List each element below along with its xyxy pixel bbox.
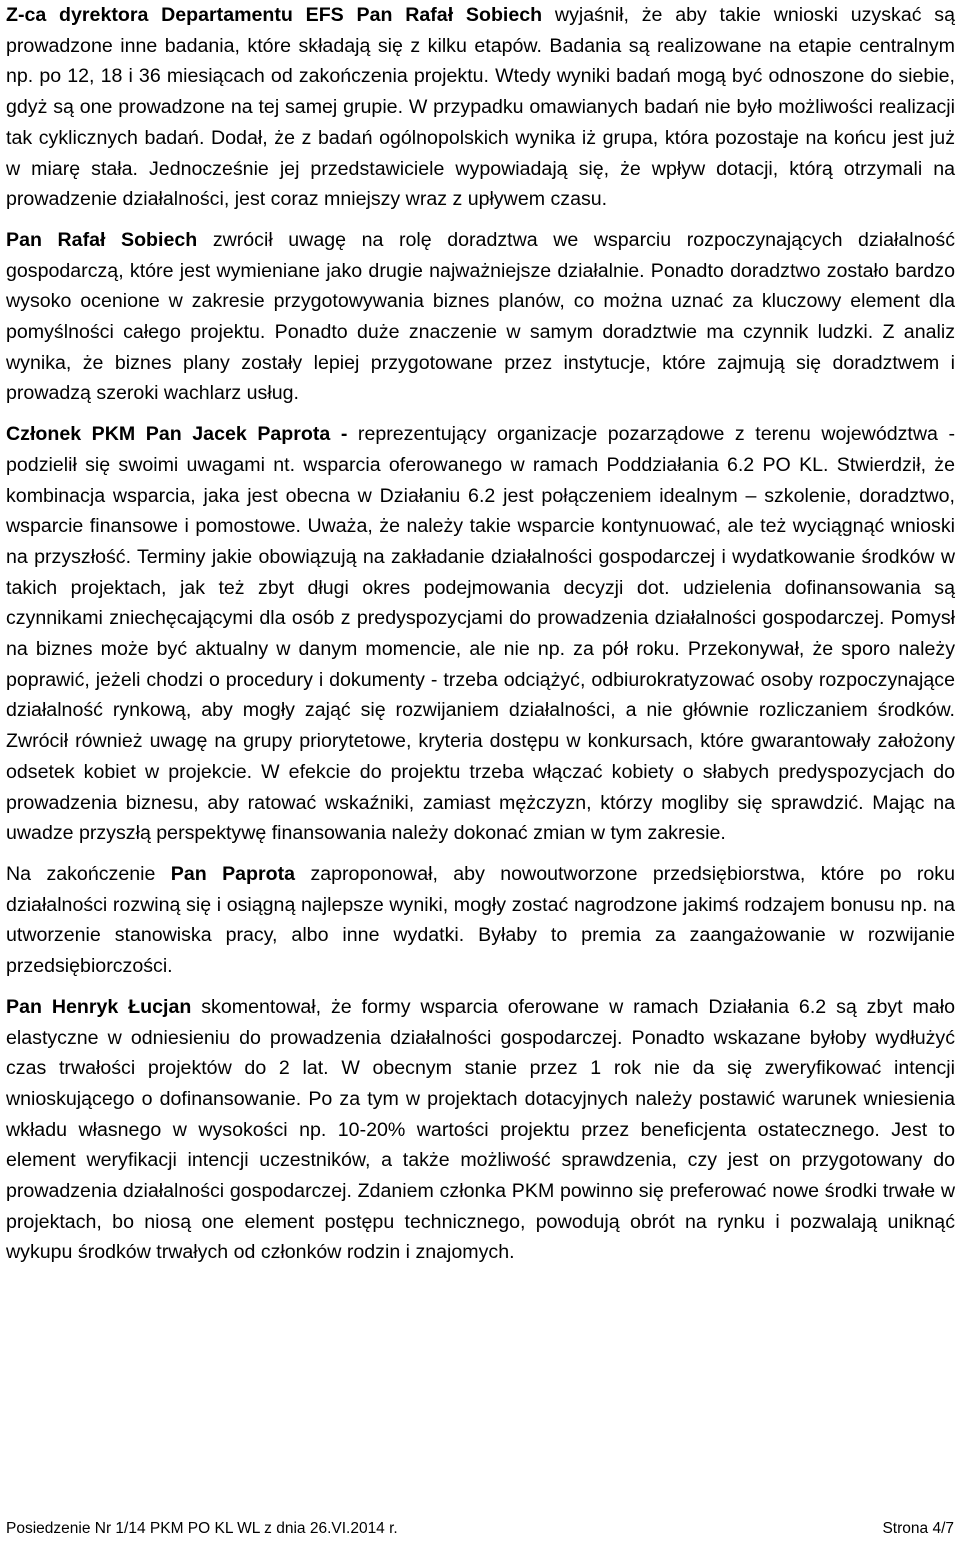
paragraph-text: zaproponował, aby nowoutworzone przedsiębiorstwa, które po roku działalności rozwiną się i osiągną najlepsze wyniki, mogły zostać nagrodzone jakimś rodzajem bonusu np. na utworzenie stanowiska pracy, albo inne wydatki. Byłaby to premia za zaangażowanie w rozwijanie przedsiębiorczości. [6,862,955,978]
speaker-name: Z-ca dyrektora Departamentu EFS Pan Rafał Sobiech [6,4,543,26]
paragraph-text: reprezentujący organizacje pozarządowe z terenu województwa - podzielił się swoimi uwagami nt. wsparcia oferowanego w ramach Poddziałania 6.2 PO KL. Stwierdził, że kombinacja wsparcia, jaka jest obecna w Działaniu 6.2 jest połączeniem idealnym – szkolenie, doradztwo, wsparcie finansowe i pomostowe. Uważa, że należy takie wsparcie kontynuować, ale też wyciągnąć wnioski na przyszłość. Terminy jakie obowiązują na zakładanie działalności gospodarczej i wydatkowanie środków w takich projektach, jak też zbyt długi okres podejmowania decyzji dot. udzielenia dofinansowania są czynnikami zniechęcającymi dla osób z predyspozycjami do prowadzenia działalności gospodarczej. Pomysł na biznes może być aktualny w danym momencie, ale nie np. za pół roku. Przekonywał, że sporo należy poprawić, jeżeli chodzi o procedury i dokumenty - trzeba odciążyć, odbiurokratyzować osoby rozpoczynające działalność rynkową, aby mogły zająć się rozwijaniem działalności, a nie głównie rozliczaniem środków. Zwrócił również uwagę na grupy priorytetowe, kryteria dostępu w konkursach, które gwarantowały założony odsetek kobiet w projekcie. W efekcie do projektu trzeba włączać kobiety o słabych predyspozycjach do prowadzenia biznesu, aby ratować wskaźniki, zamiast mężczyzn, którzy mogliby się sprawdzić. Mając na uwadze przyszłą perspektywę finansowania należy dokonać zmian w tym zakresie. [6,423,955,845]
speaker-name: Pan Rafał Sobiech [6,228,198,251]
paragraph-text: skomentował, że formy wsparcia oferowane w ramach Działania 6.2 są zbyt mało elastyczne w odniesieniu do prowadzenia działalności gospodarczej. Ponadto wskazane byłoby wydłużyć czas trwałości projektów do 2 lat. W obecnym stanie przez 1 rok nie da się zweryfikować intencji wnioskującego o dofinansowanie. Po za tym w projektach dotacyjnych należy postawić warunek wniesienia wkładu własnego w wysokości np. 10-20% wartości projektu przez beneficjenta ostatecznego. Jest to element weryfikacji intencji uczestników, a także możliwość sprawdzenia, czy jest on przygotowany do prowadzenia działalności gospodarczej. Zdaniem członka PKM powinno się preferować nowe środki trwałe w projektach, bo niosą one element postępu technicznego, powodują obrót na rynku i pozwalają uniknąć wykupu środków trwałych od członków rodzin i znajomych. [6,995,955,1264]
footer-meeting-info: Posiedzenie Nr 1/14 PKM PO KL WL z dnia 26.VI.2014 r. [6,1520,398,1537]
paragraph-text: Na zakończenie [6,862,171,885]
document-body [6,0,955,1268]
speaker-name: Pan Henryk Łucjan [6,995,192,1018]
speaker-name: Członek PKM Pan Jacek Paprota - [6,423,348,446]
paragraph-sobiech-research [6,0,955,215]
page-footer [6,1519,954,1539]
paragraph-sobiech-advisory [6,225,955,409]
paragraph-text: wyjaśnił, że aby takie wnioski uzyskać są prowadzone inne badania, które składają się z kilku etapów. Badania są realizowane na etapie centralnym np. po 12, 18 i 36 miesiącach od zakończenia projektu. Wtedy wyniki badań mogą być odnoszone do siebie, gdyż są one prowadzone na tej samej grupie. W przypadku omawianych badań nie było możliwości realizacji tak cyklicznych badań. Dodał, że z badań ogólnopolskich wynika iż grupa, która pozostaje na końcu jest już w miarę stała. Jednocześnie jej przedstawiciele wypowiadają się, że wpływ dotacji, którą otrzymali na prowadzenie działalności, jest coraz mniejszy wraz z upływem czasu. [6,4,955,211]
paragraph-paprota-proposal [6,859,955,982]
paragraph-lucjan-comment [6,992,955,1268]
speaker-name: Pan Paprota [170,862,296,885]
paragraph-text: zwrócił uwagę na rolę doradztwa we wsparciu rozpoczynających działalność gospodarczą, które jest wymieniane jako drugie najważniejsze działalnie. Ponadto doradztwo zostało bardzo wysoko ocenione w zakresie przygotowywania biznes planów, co można uznać za kluczowy element dla pomyślności całego projektu. Ponadto duże znaczenie w samym doradztwie ma czynnik ludzki. Z analiz wynika, że biznes plany zostały lepiej przygotowane przez instytucje, które zajmują się doradztwem i prowadzą szeroki wachlarz usług. [6,228,955,405]
paragraph-paprota-remarks [6,419,955,849]
footer-page-number: Strona 4/7 [882,1520,954,1537]
